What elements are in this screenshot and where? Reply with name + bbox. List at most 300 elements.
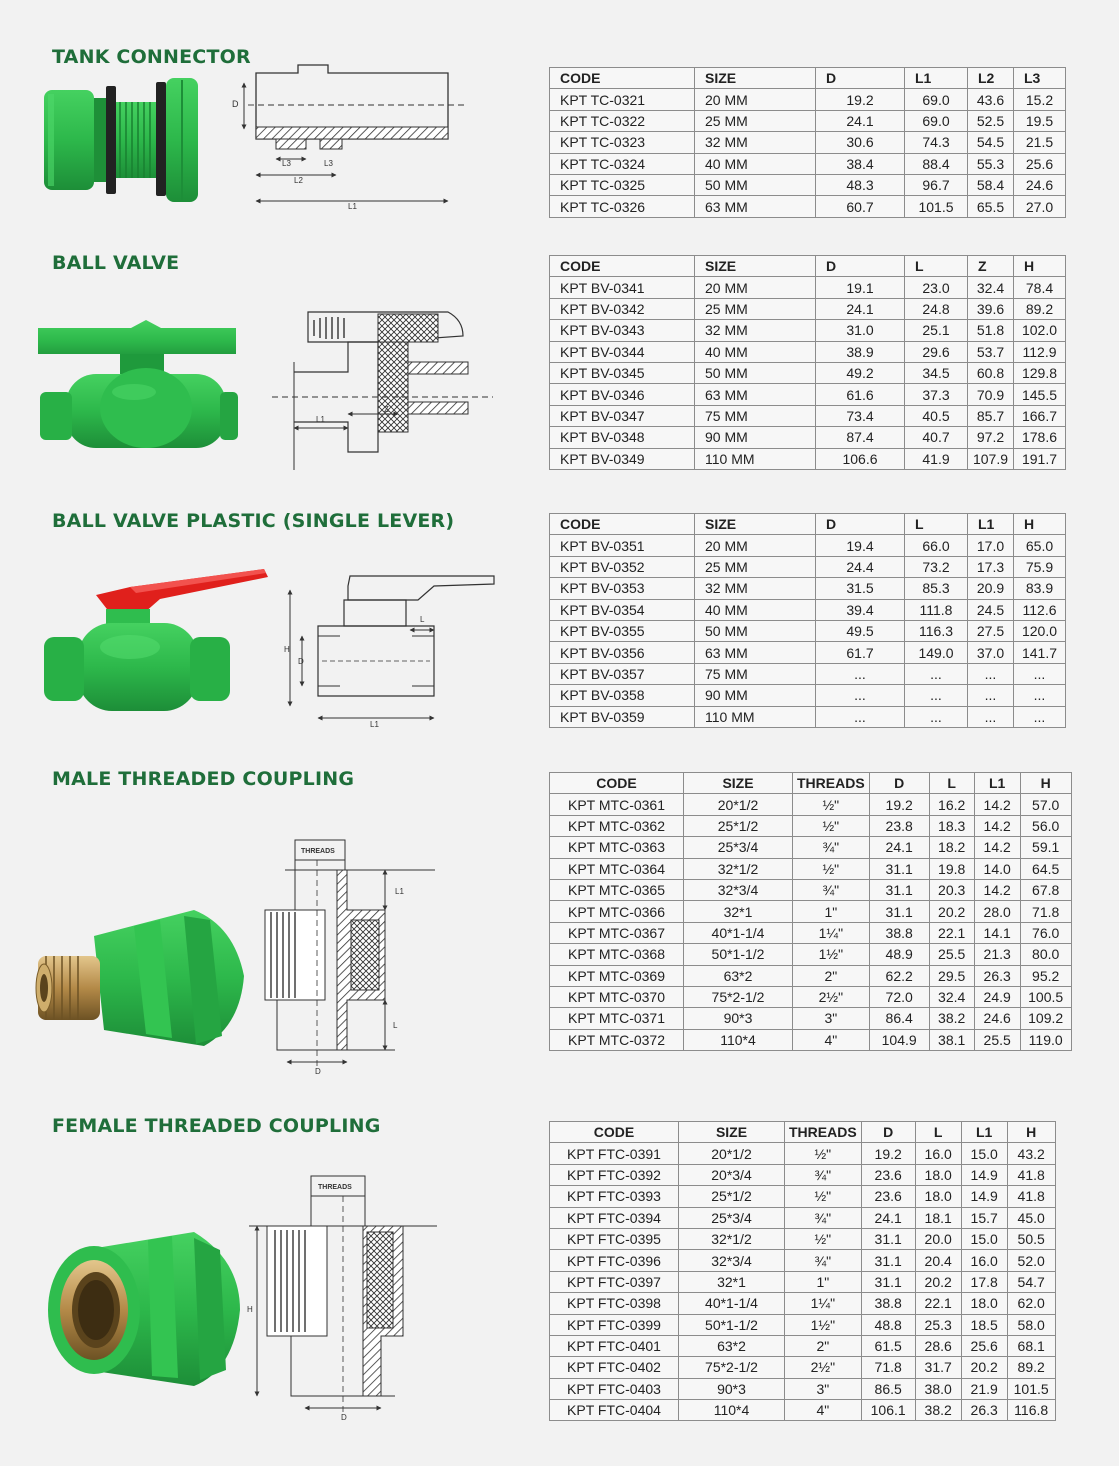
table-cell: 25 MM bbox=[695, 110, 816, 131]
table-cell: 20.2 bbox=[915, 1271, 961, 1292]
table-cell: 75.9 bbox=[1014, 556, 1066, 577]
header-l1: L1 bbox=[961, 1122, 1007, 1143]
table-cell: 89.2 bbox=[1014, 298, 1066, 319]
table-cell: 178.6 bbox=[1014, 427, 1066, 448]
table-row bbox=[550, 815, 1072, 836]
table-cell: 86.5 bbox=[861, 1378, 915, 1399]
table-cell: 65.0 bbox=[1014, 535, 1066, 556]
table-cell: 63*2 bbox=[679, 1335, 785, 1356]
table-cell: 2" bbox=[785, 1335, 862, 1356]
table-cell: ½" bbox=[785, 1186, 862, 1207]
table-row bbox=[550, 174, 1066, 195]
table-cell: 21.5 bbox=[1014, 132, 1066, 153]
table-cell: 38.2 bbox=[929, 1008, 974, 1029]
table-cell: 40.5 bbox=[905, 405, 968, 426]
table-row bbox=[550, 944, 1072, 965]
table-cell: 1" bbox=[785, 1271, 862, 1292]
table-row bbox=[550, 1228, 1056, 1249]
table-cell: 14.0 bbox=[974, 858, 1020, 879]
table-cell: 50*1-1/2 bbox=[679, 1314, 785, 1335]
table-row bbox=[550, 620, 1066, 641]
table-cell: 20.0 bbox=[915, 1228, 961, 1249]
table-cell: 43.6 bbox=[968, 89, 1014, 110]
table-cell: 62.2 bbox=[869, 965, 929, 986]
table-cell: KPT TC-0323 bbox=[550, 132, 695, 153]
table-cell: 31.1 bbox=[861, 1250, 915, 1271]
table-cell: 63 MM bbox=[695, 196, 816, 217]
table-cell: ... bbox=[1014, 706, 1066, 727]
table-cell: ... bbox=[816, 685, 905, 706]
header-l3: L3 bbox=[1014, 68, 1066, 89]
table-cell: KPT BV-0353 bbox=[550, 578, 695, 599]
table-cell: 73.2 bbox=[905, 556, 968, 577]
table-cell: 110*4 bbox=[684, 1029, 793, 1050]
table-cell: 14.9 bbox=[961, 1164, 1007, 1185]
table-cell: 58.0 bbox=[1007, 1314, 1055, 1335]
section-title: BALL VALVE PLASTIC (SINGLE LEVER) bbox=[52, 510, 455, 532]
table-cell: 1¼" bbox=[793, 922, 870, 943]
table-body bbox=[550, 277, 1066, 470]
table-cell: KPT MTC-0366 bbox=[550, 901, 684, 922]
table-cell: 101.5 bbox=[1007, 1378, 1055, 1399]
table-cell: 83.9 bbox=[1014, 578, 1066, 599]
table-cell: 63 MM bbox=[695, 642, 816, 663]
table-cell: 50 MM bbox=[695, 362, 816, 383]
table-cell: 16.0 bbox=[915, 1143, 961, 1164]
table-cell: ½" bbox=[793, 794, 870, 815]
table-cell: 116.8 bbox=[1007, 1400, 1055, 1421]
single-lever-valve-photo bbox=[40, 565, 270, 715]
table-cell: 38.9 bbox=[816, 341, 905, 362]
table-cell: ½" bbox=[785, 1143, 862, 1164]
table-cell: 34.5 bbox=[905, 362, 968, 383]
table-cell: KPT MTC-0372 bbox=[550, 1029, 684, 1050]
table-cell: 25.1 bbox=[905, 320, 968, 341]
table-cell: 14.2 bbox=[974, 815, 1020, 836]
dim-label-l1: L1 bbox=[316, 415, 325, 424]
table-cell: 31.1 bbox=[869, 858, 929, 879]
table-cell: 25*3/4 bbox=[679, 1207, 785, 1228]
table-cell: 29.5 bbox=[929, 965, 974, 986]
table-cell: 40 MM bbox=[695, 341, 816, 362]
table-cell: 25.5 bbox=[929, 944, 974, 965]
table-cell: 75*2-1/2 bbox=[679, 1357, 785, 1378]
table-row bbox=[550, 1400, 1056, 1421]
table-cell: 24.5 bbox=[968, 599, 1014, 620]
table-cell: KPT FTC-0395 bbox=[550, 1228, 679, 1249]
header-size: SIZE bbox=[684, 773, 793, 794]
table-cell: 69.0 bbox=[905, 110, 968, 131]
table-cell: ... bbox=[905, 663, 968, 684]
table-row bbox=[550, 89, 1066, 110]
table-cell: ... bbox=[1014, 663, 1066, 684]
table-cell: 1" bbox=[793, 901, 870, 922]
table-cell: 109.2 bbox=[1020, 1008, 1071, 1029]
header-threads: THREADS bbox=[793, 773, 870, 794]
table-cell: 14.1 bbox=[974, 922, 1020, 943]
table-cell: 120.0 bbox=[1014, 620, 1066, 641]
table-cell: KPT MTC-0369 bbox=[550, 965, 684, 986]
table-row bbox=[550, 1357, 1056, 1378]
header-d: D bbox=[816, 68, 905, 89]
section-ball-valve-plastic bbox=[0, 490, 1119, 750]
table-cell: 76.0 bbox=[1020, 922, 1071, 943]
table-cell: 50.5 bbox=[1007, 1228, 1055, 1249]
table-cell: 24.6 bbox=[974, 1008, 1020, 1029]
dim-label-l1: L1 bbox=[348, 202, 357, 211]
table-cell: 90 MM bbox=[695, 427, 816, 448]
table-row bbox=[550, 901, 1072, 922]
table-cell: KPT FTC-0393 bbox=[550, 1186, 679, 1207]
table-cell: 90*3 bbox=[679, 1378, 785, 1399]
header-size: SIZE bbox=[679, 1122, 785, 1143]
dim-label-l: L bbox=[420, 615, 425, 624]
table-cell: 17.8 bbox=[961, 1271, 1007, 1292]
table-cell: 97.2 bbox=[968, 427, 1014, 448]
header-z: Z bbox=[968, 256, 1014, 277]
table-cell: 19.2 bbox=[816, 89, 905, 110]
table-cell: 89.2 bbox=[1007, 1357, 1055, 1378]
table-row bbox=[550, 986, 1072, 1007]
table-row bbox=[550, 706, 1066, 727]
header-l: L bbox=[915, 1122, 961, 1143]
table-row bbox=[550, 1250, 1056, 1271]
table-cell: 15.0 bbox=[961, 1143, 1007, 1164]
table-cell: 61.6 bbox=[816, 384, 905, 405]
table-cell: 19.8 bbox=[929, 858, 974, 879]
table-cell: 18.0 bbox=[915, 1164, 961, 1185]
table-row bbox=[550, 1293, 1056, 1314]
dim-label-d: D bbox=[298, 657, 304, 666]
table-cell: 27.5 bbox=[968, 620, 1014, 641]
table-row bbox=[550, 837, 1072, 858]
header-code: CODE bbox=[550, 1122, 679, 1143]
table-cell: 20 MM bbox=[695, 535, 816, 556]
table-cell: ... bbox=[1014, 685, 1066, 706]
table-cell: 95.2 bbox=[1020, 965, 1071, 986]
table-cell: KPT BV-0357 bbox=[550, 663, 695, 684]
table-row bbox=[550, 320, 1066, 341]
table-cell: 110 MM bbox=[695, 448, 816, 469]
table-cell: 52.5 bbox=[968, 110, 1014, 131]
header-size: SIZE bbox=[695, 514, 816, 535]
table-row bbox=[550, 879, 1072, 900]
table-cell: 17.0 bbox=[968, 535, 1014, 556]
dim-label-d: D bbox=[341, 1413, 347, 1420]
table-cell: 25.3 bbox=[915, 1314, 961, 1335]
table-row bbox=[550, 794, 1072, 815]
table-cell: 48.8 bbox=[861, 1314, 915, 1335]
table-cell: 53.7 bbox=[968, 341, 1014, 362]
table-cell: 38.0 bbox=[915, 1378, 961, 1399]
table-cell: 38.1 bbox=[929, 1029, 974, 1050]
table-cell: 60.7 bbox=[816, 196, 905, 217]
table-cell: 60.8 bbox=[968, 362, 1014, 383]
table-cell: 23.8 bbox=[869, 815, 929, 836]
table-cell: 85.7 bbox=[968, 405, 1014, 426]
table-cell: 32.4 bbox=[929, 986, 974, 1007]
table-row bbox=[550, 1378, 1056, 1399]
section-female-threaded-coupling bbox=[0, 1090, 1119, 1466]
table-cell: 129.8 bbox=[1014, 362, 1066, 383]
table-cell: 54.5 bbox=[968, 132, 1014, 153]
spec-table bbox=[549, 513, 1066, 728]
table-cell: 14.2 bbox=[974, 837, 1020, 858]
table-cell: KPT MTC-0368 bbox=[550, 944, 684, 965]
table-cell: KPT BV-0356 bbox=[550, 642, 695, 663]
header-d: D bbox=[869, 773, 929, 794]
table-cell: 3" bbox=[785, 1378, 862, 1399]
table-cell: KPT BV-0349 bbox=[550, 448, 695, 469]
table-cell: 40.7 bbox=[905, 427, 968, 448]
table-cell: KPT BV-0347 bbox=[550, 405, 695, 426]
table-cell: 55.3 bbox=[968, 153, 1014, 174]
table-row bbox=[550, 1335, 1056, 1356]
header-l1: L1 bbox=[905, 68, 968, 89]
table-cell: KPT BV-0352 bbox=[550, 556, 695, 577]
table-cell: KPT FTC-0404 bbox=[550, 1400, 679, 1421]
table-row bbox=[550, 196, 1066, 217]
table-cell: 23.6 bbox=[861, 1186, 915, 1207]
table-row bbox=[550, 1143, 1056, 1164]
table-cell: KPT FTC-0403 bbox=[550, 1378, 679, 1399]
table-row bbox=[550, 1314, 1056, 1335]
table-cell: KPT MTC-0363 bbox=[550, 837, 684, 858]
table-cell: 85.3 bbox=[905, 578, 968, 599]
table-cell: 96.7 bbox=[905, 174, 968, 195]
table-cell: 20.3 bbox=[929, 879, 974, 900]
table-row bbox=[550, 685, 1066, 706]
table-cell: 18.0 bbox=[961, 1293, 1007, 1314]
table-cell: 20*1/2 bbox=[679, 1143, 785, 1164]
table-row bbox=[550, 362, 1066, 383]
dim-label-l1: L1 bbox=[395, 887, 404, 896]
table-cell: 19.2 bbox=[869, 794, 929, 815]
table-cell: KPT MTC-0367 bbox=[550, 922, 684, 943]
table-cell: KPT FTC-0394 bbox=[550, 1207, 679, 1228]
table-cell: 20.2 bbox=[961, 1357, 1007, 1378]
table-cell: 40 MM bbox=[695, 153, 816, 174]
table-cell: 38.8 bbox=[869, 922, 929, 943]
table-cell: KPT MTC-0364 bbox=[550, 858, 684, 879]
table-cell: 141.7 bbox=[1014, 642, 1066, 663]
table-cell: 32*3/4 bbox=[684, 879, 793, 900]
tank-connector-drawing bbox=[228, 55, 478, 215]
table-cell: 66.0 bbox=[905, 535, 968, 556]
table-cell: 64.5 bbox=[1020, 858, 1071, 879]
table-cell: 4" bbox=[785, 1400, 862, 1421]
table-cell: 23.0 bbox=[905, 277, 968, 298]
table-cell: 31.5 bbox=[816, 578, 905, 599]
table-cell: ½" bbox=[793, 815, 870, 836]
table-cell: 39.6 bbox=[968, 298, 1014, 319]
table-cell: 25.6 bbox=[1014, 153, 1066, 174]
table-cell: KPT BV-0358 bbox=[550, 685, 695, 706]
table-cell: 90 MM bbox=[695, 685, 816, 706]
table-cell: 19.1 bbox=[816, 277, 905, 298]
header-h: H bbox=[1014, 256, 1066, 277]
table-cell: 32 MM bbox=[695, 320, 816, 341]
table-cell: 56.0 bbox=[1020, 815, 1071, 836]
table-body bbox=[550, 535, 1066, 728]
header-code: CODE bbox=[550, 256, 695, 277]
male-coupling-photo bbox=[34, 906, 249, 1056]
table-cell: KPT TC-0326 bbox=[550, 196, 695, 217]
section-title: FEMALE THREADED COUPLING bbox=[52, 1115, 381, 1137]
table-cell: 20.9 bbox=[968, 578, 1014, 599]
dim-label-h: H bbox=[247, 1305, 253, 1314]
table-cell: 73.4 bbox=[816, 405, 905, 426]
table-cell: KPT BV-0342 bbox=[550, 298, 695, 319]
table-cell: 16.2 bbox=[929, 794, 974, 815]
table-cell: 19.4 bbox=[816, 535, 905, 556]
table-cell: KPT TC-0322 bbox=[550, 110, 695, 131]
table-body bbox=[550, 794, 1072, 1051]
table-cell: KPT MTC-0365 bbox=[550, 879, 684, 900]
table-cell: 18.5 bbox=[961, 1314, 1007, 1335]
section-title: TANK CONNECTOR bbox=[52, 46, 251, 68]
table-row bbox=[550, 341, 1066, 362]
table-cell: 32*1/2 bbox=[679, 1228, 785, 1249]
table-cell: 31.7 bbox=[915, 1357, 961, 1378]
table-cell: 50 MM bbox=[695, 174, 816, 195]
table-cell: KPT BV-0341 bbox=[550, 277, 695, 298]
table-cell: 30.6 bbox=[816, 132, 905, 153]
table-cell: 24.4 bbox=[816, 556, 905, 577]
table-cell: 50 MM bbox=[695, 620, 816, 641]
table-cell: 16.0 bbox=[961, 1250, 1007, 1271]
spec-table bbox=[549, 772, 1072, 1051]
table-cell: 69.0 bbox=[905, 89, 968, 110]
table-row bbox=[550, 922, 1072, 943]
table-cell: ¾" bbox=[785, 1207, 862, 1228]
dim-label-l: L bbox=[393, 1021, 398, 1030]
header-l1: L1 bbox=[974, 773, 1020, 794]
table-cell: KPT BV-0355 bbox=[550, 620, 695, 641]
table-cell: KPT MTC-0371 bbox=[550, 1008, 684, 1029]
table-cell: KPT MTC-0370 bbox=[550, 986, 684, 1007]
dim-label-d: D bbox=[315, 1067, 321, 1076]
table-cell: 24.1 bbox=[861, 1207, 915, 1228]
table-cell: 22.1 bbox=[915, 1293, 961, 1314]
table-row bbox=[550, 535, 1066, 556]
dim-label-threads: THREADS bbox=[318, 1184, 352, 1191]
header-l1: L1 bbox=[968, 514, 1014, 535]
table-cell: 2½" bbox=[793, 986, 870, 1007]
table-row bbox=[550, 1008, 1072, 1029]
table-cell: 74.3 bbox=[905, 132, 968, 153]
table-cell: 38.2 bbox=[915, 1400, 961, 1421]
table-cell: 14.2 bbox=[974, 879, 1020, 900]
table-cell: 45.0 bbox=[1007, 1207, 1055, 1228]
table-cell: 61.7 bbox=[816, 642, 905, 663]
table-header-row bbox=[550, 256, 1066, 277]
table-cell: 18.2 bbox=[929, 837, 974, 858]
table-row bbox=[550, 298, 1066, 319]
table-cell: KPT FTC-0399 bbox=[550, 1314, 679, 1335]
dim-label-l3b: L3 bbox=[324, 159, 333, 168]
table-cell: 57.0 bbox=[1020, 794, 1071, 815]
table-cell: 116.3 bbox=[905, 620, 968, 641]
table-cell: 3" bbox=[793, 1008, 870, 1029]
table-header-row bbox=[550, 1122, 1056, 1143]
table-cell: ¾" bbox=[793, 879, 870, 900]
table-cell: 18.3 bbox=[929, 815, 974, 836]
table-cell: 39.4 bbox=[816, 599, 905, 620]
table-cell: 1½" bbox=[793, 944, 870, 965]
table-row bbox=[550, 1164, 1056, 1185]
table-cell: 65.5 bbox=[968, 196, 1014, 217]
table-cell: 67.8 bbox=[1020, 879, 1071, 900]
table-cell: 24.1 bbox=[816, 298, 905, 319]
table-cell: 1¼" bbox=[785, 1293, 862, 1314]
table-cell: KPT MTC-0361 bbox=[550, 794, 684, 815]
dim-label-l3: L3 bbox=[282, 159, 291, 168]
table-cell: 50*1-1/2 bbox=[684, 944, 793, 965]
table-cell: 40 MM bbox=[695, 599, 816, 620]
male-coupling-drawing bbox=[255, 830, 455, 1080]
table-cell: 19.5 bbox=[1014, 110, 1066, 131]
table-cell: 75*2-1/2 bbox=[684, 986, 793, 1007]
table-cell: 49.5 bbox=[816, 620, 905, 641]
table-cell: ... bbox=[968, 685, 1014, 706]
spec-table bbox=[549, 67, 1066, 218]
table-cell: 24.8 bbox=[905, 298, 968, 319]
table-row bbox=[550, 1271, 1056, 1292]
table-row bbox=[550, 427, 1066, 448]
table-row bbox=[550, 277, 1066, 298]
table-cell: 31.0 bbox=[816, 320, 905, 341]
spec-table bbox=[549, 1121, 1056, 1421]
table-cell: 75 MM bbox=[695, 405, 816, 426]
table-cell: KPT BV-0343 bbox=[550, 320, 695, 341]
female-coupling-photo bbox=[44, 1230, 244, 1390]
table-body bbox=[550, 1143, 1056, 1421]
table-cell: ... bbox=[905, 706, 968, 727]
table-cell: 38.4 bbox=[816, 153, 905, 174]
table-cell: 4" bbox=[793, 1029, 870, 1050]
table-cell: 18.0 bbox=[915, 1186, 961, 1207]
table-row bbox=[550, 1207, 1056, 1228]
table-cell: 31.1 bbox=[861, 1228, 915, 1249]
table-cell: 58.4 bbox=[968, 174, 1014, 195]
header-h: H bbox=[1020, 773, 1071, 794]
table-cell: 32*3/4 bbox=[679, 1250, 785, 1271]
table-cell: 110*4 bbox=[679, 1400, 785, 1421]
table-row bbox=[550, 132, 1066, 153]
header-code: CODE bbox=[550, 68, 695, 89]
table-cell: KPT TC-0321 bbox=[550, 89, 695, 110]
table-cell: 51.8 bbox=[968, 320, 1014, 341]
table-cell: KPT BV-0345 bbox=[550, 362, 695, 383]
table-cell: 68.1 bbox=[1007, 1335, 1055, 1356]
table-cell: 14.2 bbox=[974, 794, 1020, 815]
section-title: BALL VALVE bbox=[52, 252, 180, 274]
table-cell: 24.9 bbox=[974, 986, 1020, 1007]
table-cell: ½" bbox=[793, 858, 870, 879]
header-l: L bbox=[905, 514, 968, 535]
table-cell: 37.3 bbox=[905, 384, 968, 405]
table-cell: 27.0 bbox=[1014, 196, 1066, 217]
table-cell: 102.0 bbox=[1014, 320, 1066, 341]
table-cell: 149.0 bbox=[905, 642, 968, 663]
table-cell: 25*1/2 bbox=[679, 1186, 785, 1207]
dim-label-z: Z bbox=[384, 405, 389, 414]
table-cell: ... bbox=[816, 706, 905, 727]
table-cell: 106.6 bbox=[816, 448, 905, 469]
table-cell: ¾" bbox=[785, 1250, 862, 1271]
table-cell: 61.5 bbox=[861, 1335, 915, 1356]
